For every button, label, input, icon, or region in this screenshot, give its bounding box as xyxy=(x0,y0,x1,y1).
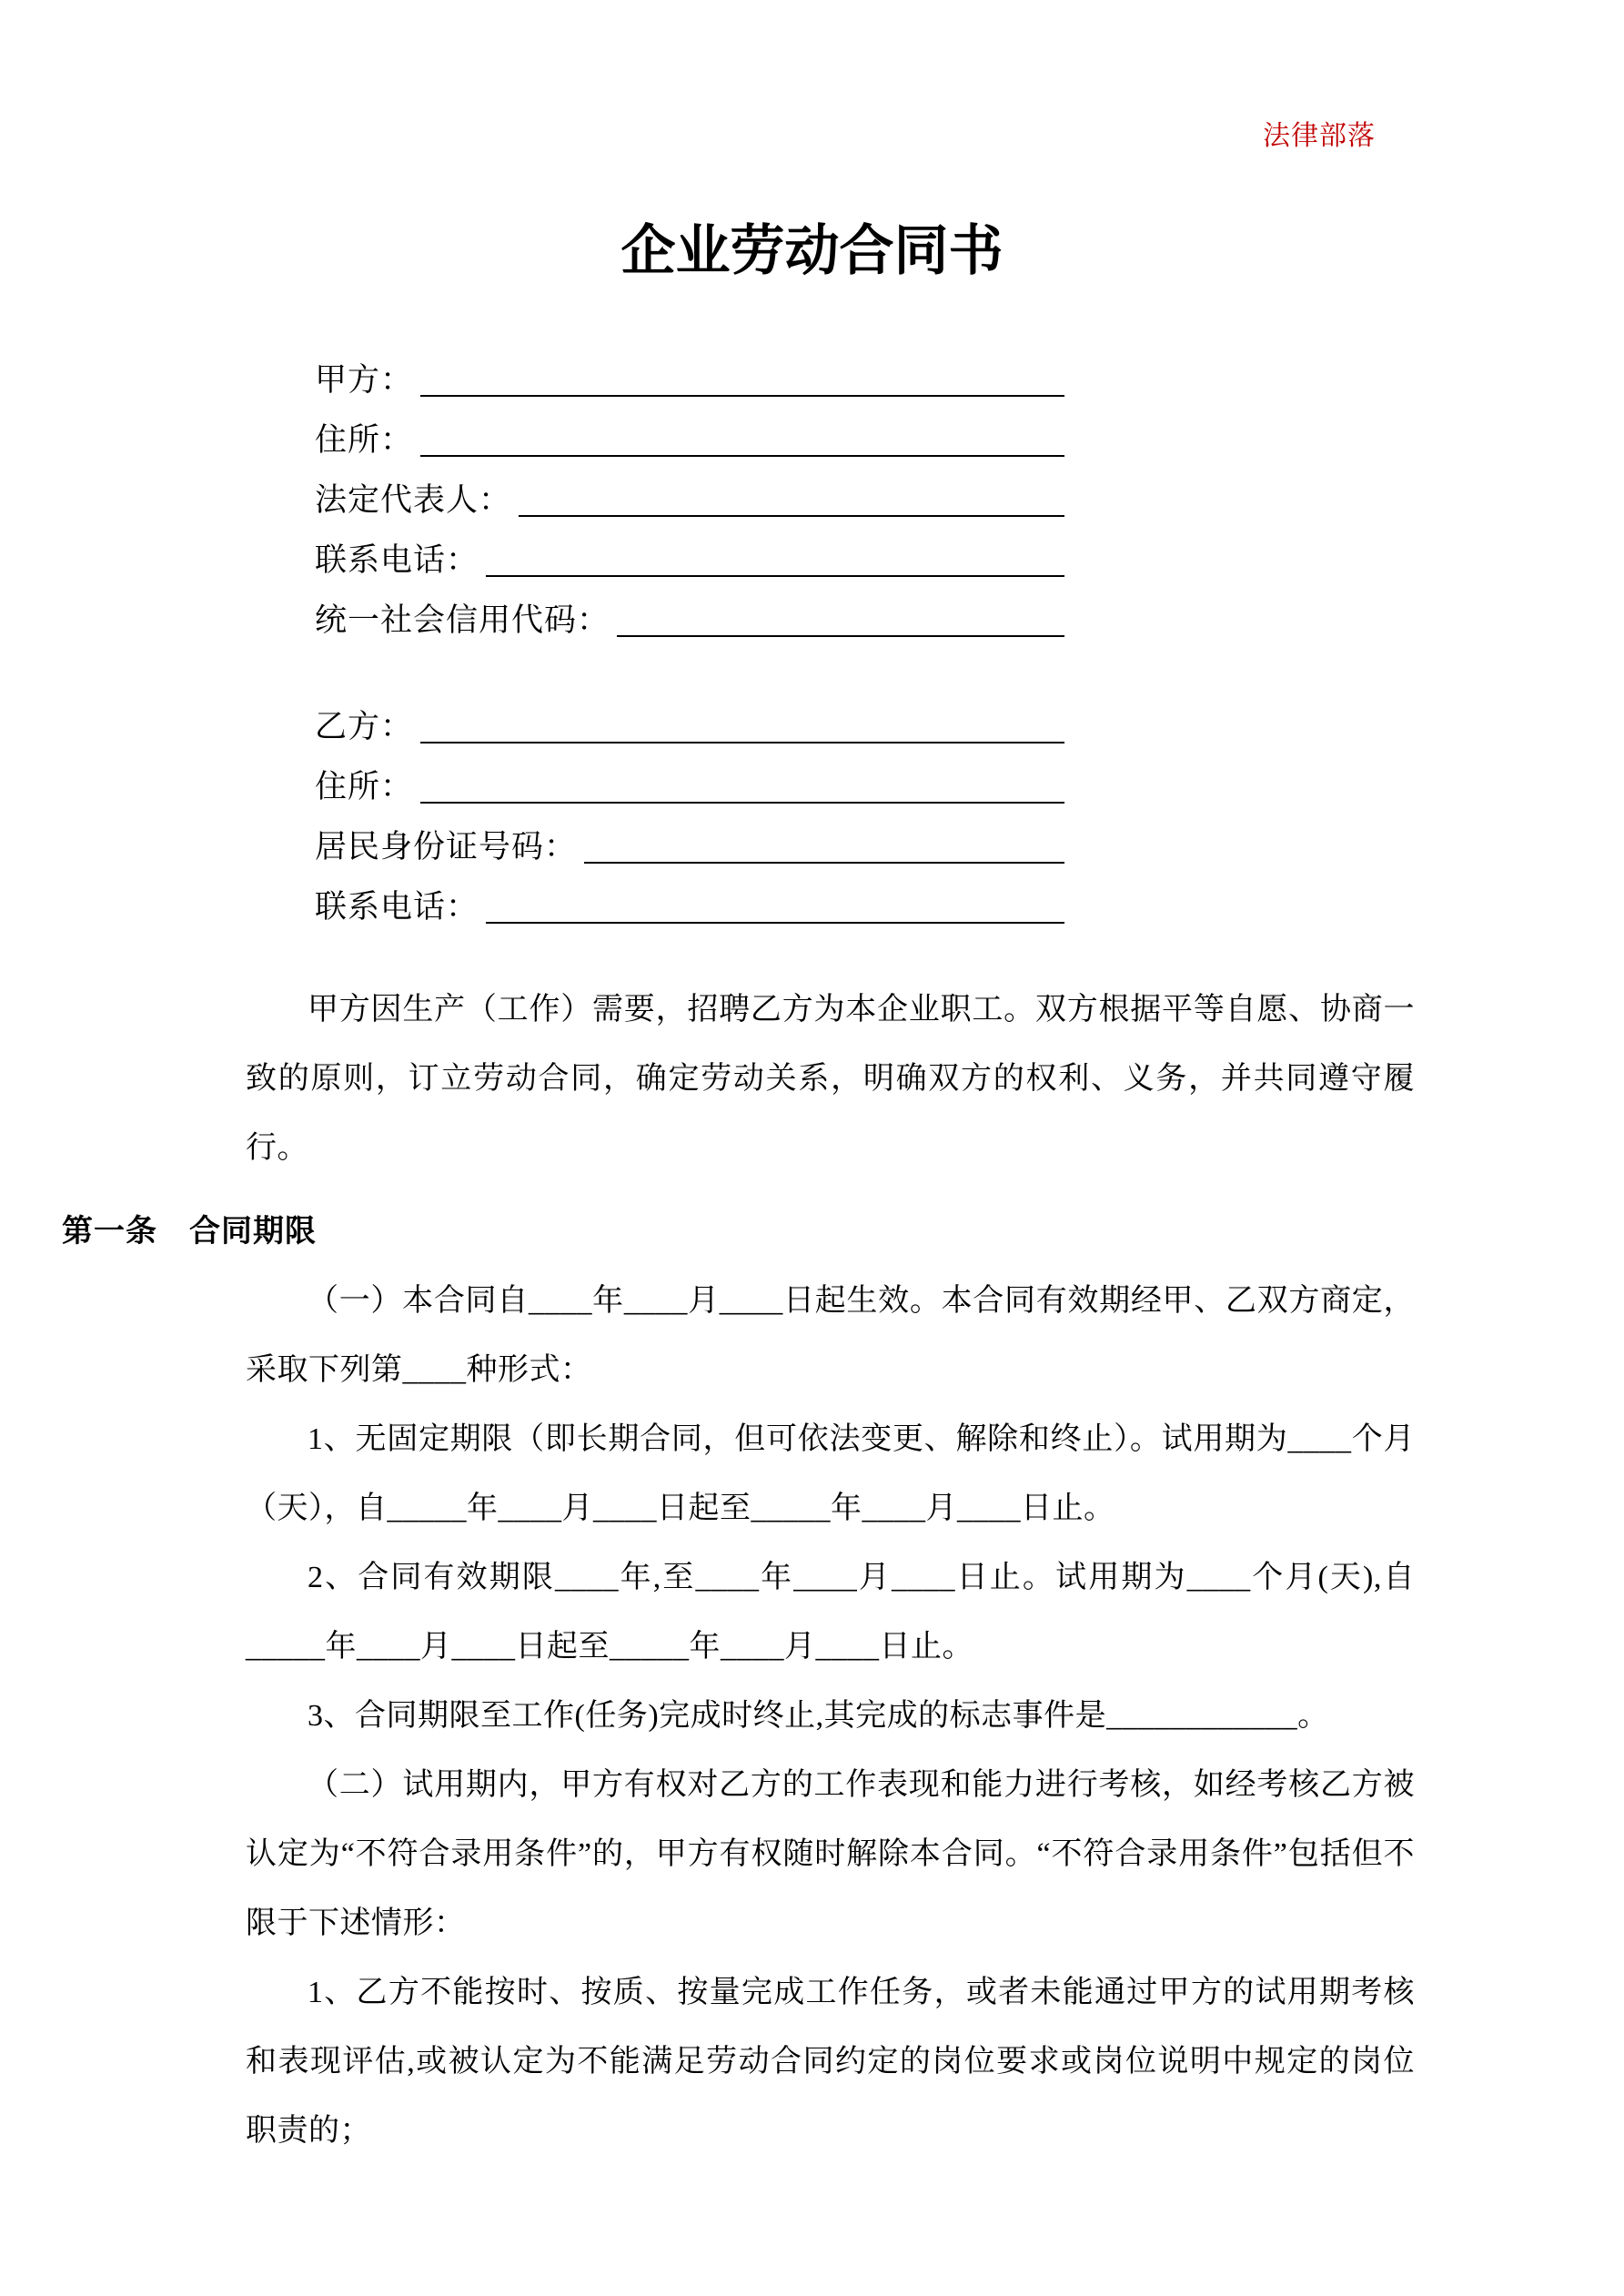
field-blank-id-number xyxy=(584,825,1064,864)
article-1-clause-2-item-1: 1、乙方不能按时、按质、按量完成工作任务，或者未能通过甲方的试用期考核和表现评估,或被认定为不能满足劳动合同约定的岗位要求或岗位说明中规定的岗位职责的； xyxy=(246,1976,1415,2148)
article-1-clause-1-option-3: 3、合同期限至工作(任务)完成时终止,其完成的标志事件是____________。 xyxy=(308,1699,1329,1733)
article-1-heading: 第一条 合同期限 xyxy=(62,1215,317,1249)
field-label-party-a-address: 住所： xyxy=(315,422,414,458)
field-blank-party-b-name xyxy=(420,705,1064,743)
preamble-paragraph: 甲方因生产（工作）需要，招聘乙方为本企业职工。双方根据平等自愿、协商一致的原则，订立劳动合同，确定劳动关系，明确双方的权利、义务，并共同遵守履行。 xyxy=(246,993,1415,1165)
field-label-party-b-phone: 联系电话： xyxy=(315,889,479,925)
field-blank-party-b-address xyxy=(420,765,1064,804)
contract-preamble xyxy=(246,976,1415,1183)
field-blank-credit-code xyxy=(617,599,1064,637)
document-title: 企业劳动合同书 xyxy=(620,221,1004,281)
field-blank-party-a-address xyxy=(420,419,1064,457)
field-label-credit-code: 统一社会信用代码： xyxy=(315,602,610,638)
field-blank-party-a-phone xyxy=(486,539,1064,577)
field-row-id-number xyxy=(315,814,1064,875)
article-1-clause-1-option-2: 2、合同有效期限____年,至____年____月____日止。试用期为____个月(天),自_____年____月____日起至_____年____月____日止。 xyxy=(246,1561,1415,1664)
field-blank-legal-representative xyxy=(519,479,1064,517)
field-row-party-b-name xyxy=(315,694,1064,754)
site-watermark-label: 法律部落 xyxy=(1263,121,1376,151)
field-label-party-a-name: 甲方： xyxy=(315,362,414,398)
party-a-fields xyxy=(315,348,1064,648)
field-label-party-a-phone: 联系电话： xyxy=(315,542,479,578)
article-1-body xyxy=(246,1267,1415,2166)
field-blank-party-a-name xyxy=(420,359,1064,397)
field-label-party-b-address: 住所： xyxy=(315,769,414,804)
party-b-fields xyxy=(315,694,1064,935)
field-row-party-b-address xyxy=(315,754,1064,814)
field-label-id-number: 居民身份证号码： xyxy=(315,829,578,865)
article-1-clause-2: （二）试用期内，甲方有权对乙方的工作表现和能力进行考核，如经考核乙方被认定为“不符合录用条件”的，甲方有权随时解除本合同。“不符合录用条件”包括但不限于下述情形： xyxy=(246,1768,1415,1940)
field-row-legal-representative xyxy=(315,468,1064,528)
field-row-party-b-phone xyxy=(315,875,1064,935)
field-row-credit-code xyxy=(315,588,1064,648)
field-label-legal-representative: 法定代表人： xyxy=(315,482,512,518)
field-row-party-a-phone xyxy=(315,528,1064,588)
field-row-party-a-name xyxy=(315,348,1064,408)
field-blank-party-b-phone xyxy=(486,885,1064,924)
field-row-party-a-address xyxy=(315,408,1064,468)
article-1-clause-1: （一）本合同自____年____月____日起生效。本合同有效期经甲、乙双方商定，采取下列第____种形式： xyxy=(246,1284,1415,1387)
field-label-party-b-name: 乙方： xyxy=(315,709,414,744)
article-1-clause-1-option-1: 1、无固定期限（即长期合同，但可依法变更、解除和终止）。试用期为____个月（天），自_____年____月____日起至_____年____月____日止。 xyxy=(246,1422,1415,1525)
